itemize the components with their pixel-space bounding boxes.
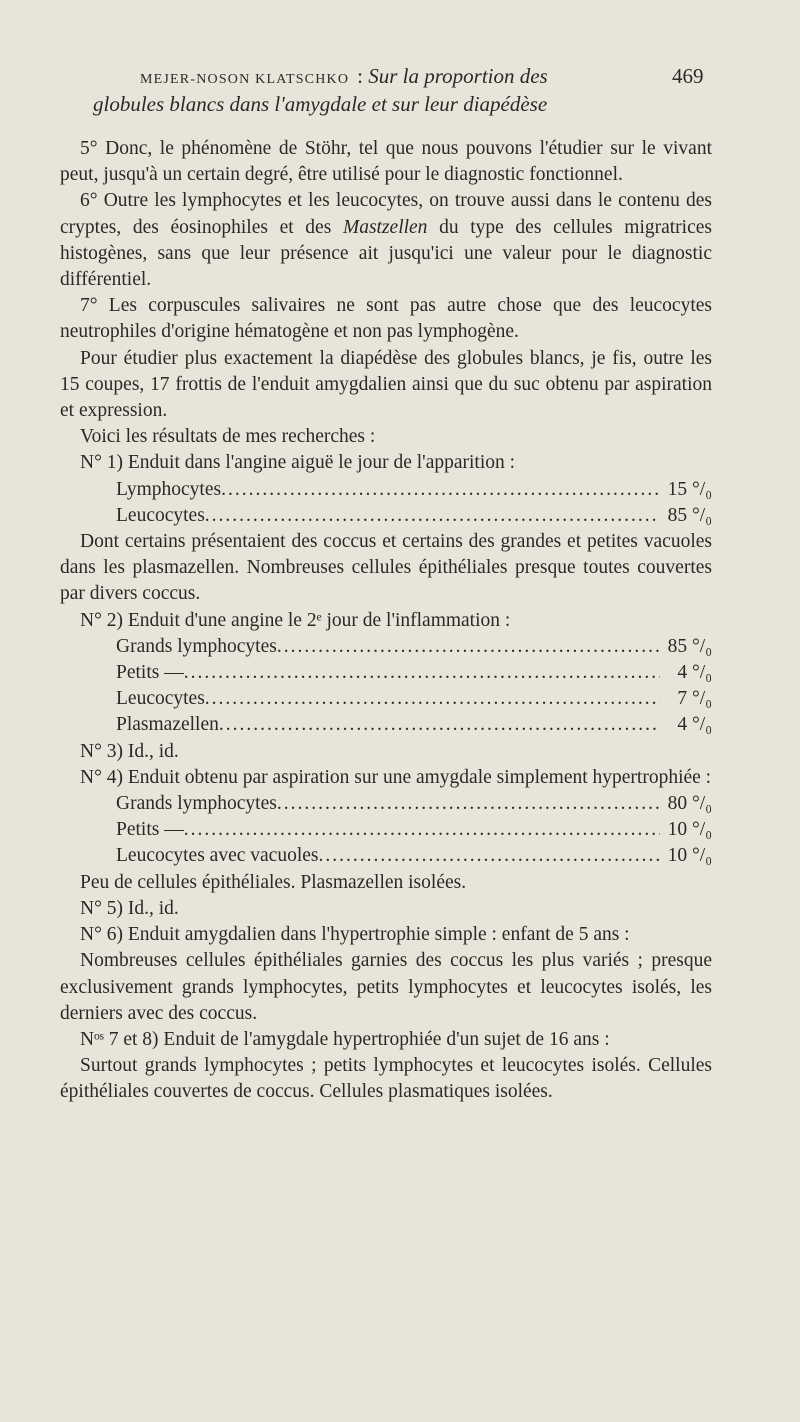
entry-1-row-2 — [60, 503, 712, 529]
paragraph-study: Pour étudier plus exactement la diapédèse des globules blancs, je fis, outre les 15 coupes, 17 frottis de l'enduit amygdalien ainsi que du suc obtenu par aspiration et expression. — [60, 347, 712, 422]
entry-5-heading: N° 5) Id., id. — [80, 897, 179, 919]
row-label: Leucocytes — [116, 688, 205, 710]
entry-4-row-2 — [60, 817, 712, 843]
row-value: 85 °/₀ — [667, 504, 712, 526]
running-title — [140, 64, 548, 89]
entry-3-heading: N° 3) Id., id. — [80, 740, 179, 762]
row-label: Plasmazellen — [116, 714, 219, 736]
row-label: Grands lymphocytes — [116, 793, 277, 815]
paragraph-6-term: Mastzellen — [342, 216, 428, 238]
entry-2-row-3 — [60, 686, 712, 712]
header-title-line2: globules blancs dans l'amygdale et sur leur diapédèse — [93, 92, 548, 116]
entry-1-row-1 — [60, 477, 712, 503]
row-label: Leucocytes avec vacuoles — [116, 845, 319, 867]
paragraph-results-intro: Voici les résultats de mes recherches : — [80, 426, 376, 448]
row-value: 10 °/₀ — [667, 819, 712, 841]
entry-6-heading: N° 6) Enduit amygdalien dans l'hypertrophie simple : enfant de 5 ans : — [80, 924, 630, 946]
entry-6-note: Nombreuses cellules épithéliales garnies des coccus les plus variés ; presque exclusivement grands lymphocytes, petits lymphocytes et leucocytes isolés, les derniers avec des coccus. — [60, 950, 712, 1024]
entry-4-row-3 — [60, 843, 712, 869]
row-value: 85 °/₀ — [667, 635, 712, 657]
entry-1-note: Dont certains présentaient des coccus et certains des grandes et petites vacuoles dans les plasmazellen. Nombreuses cellules épithéliales presque toutes couvertes par divers coccus. — [60, 531, 712, 605]
row-label: Petits — — [116, 662, 184, 684]
row-value: 15 °/₀ — [667, 478, 712, 500]
paragraph-6 — [60, 188, 712, 293]
paragraph-6-end: du type des cellules migratrices histogènes, sans que leur présence ait jusqu'ici une valeur pour le diagnostic différentiel. — [60, 216, 712, 291]
body-text — [60, 136, 712, 1106]
entry-2-row-2 — [60, 660, 712, 686]
row-label: Leucocytes — [116, 504, 205, 526]
row-value: 80 °/₀ — [667, 793, 712, 815]
entry-2-heading: N° 2) Enduit d'une angine le 2ᵉ jour de l'inflammation : — [80, 609, 511, 631]
entry-2-row-4 — [60, 712, 712, 738]
row-value: 4 °/₀ — [677, 714, 712, 736]
paragraph-5: 5° Donc, le phénomène de Stöhr, tel que nous pouvons l'étudier sur le vivant peut, jusqu'à un certain degré, être utilisé pour le diagnostic fonctionnel. — [60, 138, 712, 186]
row-value: 10 °/₀ — [667, 845, 712, 867]
row-label: Petits — — [116, 819, 184, 841]
row-value: 4 °/₀ — [677, 662, 712, 684]
entry-4-heading: N° 4) Enduit obtenu par aspiration sur une amygdale simplement hypertrophiée : — [80, 766, 712, 788]
paragraph-7: 7° Les corpuscules salivaires ne sont pas autre chose que des leucocytes neutrophiles d'origine hématogène et non pas lymphogène. — [60, 295, 712, 343]
paragraph-6-start: 6° Outre les lymphocytes et les leucocytes, on trouve aussi dans le contenu des cryptes, des éosinophiles et des — [60, 190, 712, 238]
entry-7-8-heading: Nᵒˢ 7 et 8) Enduit de l'amygdale hypertrophiée d'un sujet de 16 ans : — [80, 1028, 610, 1050]
row-label: Grands lymphocytes — [116, 635, 277, 657]
header-colon: : — [357, 64, 363, 88]
entry-1-heading: N° 1) Enduit dans l'angine aiguë le jour de l'apparition : — [80, 452, 516, 474]
entry-2-row-1 — [60, 634, 712, 660]
entry-7-8-note: Surtout grands lymphocytes ; petits lymphocytes et leucocytes isolés. Cellules épithéliales couvertes de coccus. Cellules plasmatiques isolées. — [60, 1055, 712, 1103]
row-label: Lymphocytes — [116, 478, 222, 500]
header-authors: MEJER-NOSON KLATSCHKO — [140, 72, 350, 87]
entry-4-row-1 — [60, 791, 712, 817]
entry-4-note: Peu de cellules épithéliales. Plasmazellen isolées. — [80, 871, 467, 893]
page-number: 469 — [672, 64, 704, 88]
header-title-line1: Sur la proportion des — [368, 64, 548, 88]
running-header — [0, 58, 800, 116]
row-value: 7 °/₀ — [677, 688, 712, 710]
